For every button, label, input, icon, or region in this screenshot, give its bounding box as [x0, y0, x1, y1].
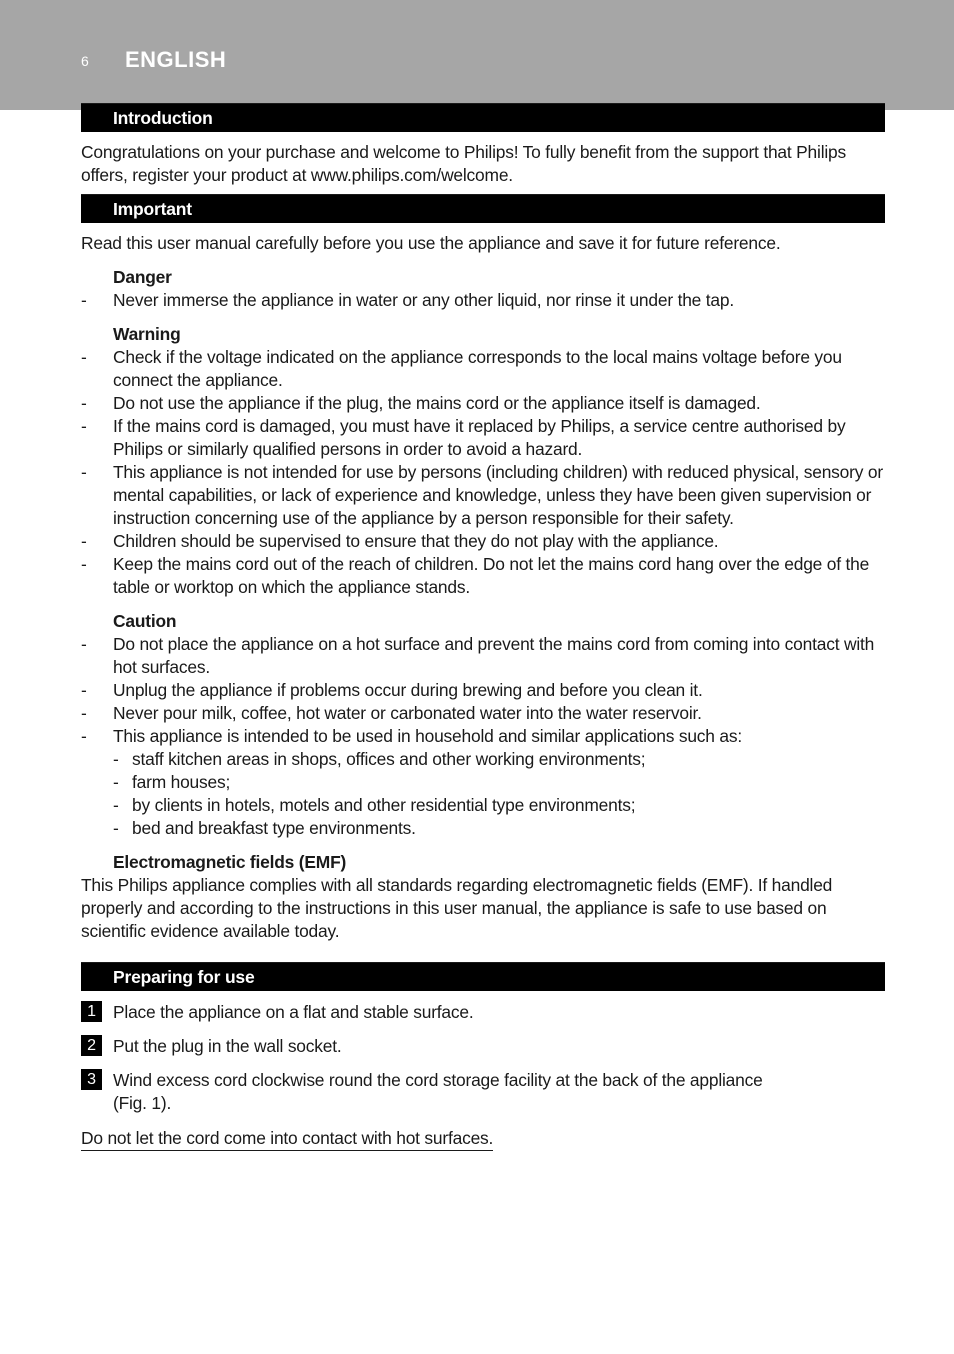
page-number: 6 — [81, 53, 89, 69]
warning-list — [81, 346, 885, 599]
list-item-text: Do not place the appliance on a hot surface and prevent the mains cord from coming into contact with hot surfaces. — [113, 634, 875, 677]
section-heading-introduction: Introduction — [81, 103, 885, 132]
step-number-badge: 3 — [81, 1069, 102, 1090]
dash-bullet: - — [81, 347, 87, 367]
sub-list-item — [113, 794, 885, 817]
step-2 — [81, 1035, 885, 1058]
dash-bullet: - — [81, 703, 87, 723]
list-item-text: This appliance is not intended for use by persons (including children) with reduced physical, sensory or mental capabilities, or lack of experience and knowledge, unless they have been given supervision or instruction concerning use of the appliance by a person responsible for their safety. — [113, 462, 883, 528]
dash-bullet: - — [81, 554, 87, 574]
sub-list-item-text: bed and breakfast type environments. — [132, 818, 416, 838]
list-item — [81, 415, 885, 461]
section-heading-preparing: Preparing for use — [81, 962, 885, 991]
list-item-text: Children should be supervised to ensure that they do not play with the appliance. — [113, 531, 719, 551]
list-item — [81, 633, 885, 679]
section-heading-important: Important — [81, 194, 885, 223]
dash-bullet: - — [113, 795, 119, 815]
dash-bullet: - — [81, 416, 87, 436]
language-heading: ENGLISH — [125, 47, 227, 72]
list-item-text: Never immerse the appliance in water or any other liquid, nor rinse it under the tap. — [113, 290, 734, 310]
list-item — [81, 461, 885, 530]
manual-content — [81, 103, 885, 1151]
sub-list-item-text: staff kitchen areas in shops, offices and other working environments; — [132, 749, 646, 769]
step-number-badge: 1 — [81, 1001, 102, 1022]
list-item — [81, 679, 885, 702]
sub-list-item — [113, 771, 885, 794]
intro-paragraph: Congratulations on your purchase and welcome to Philips! To fully benefit from the support that Philips offers, register your product at www.philips.com/welcome. — [81, 142, 846, 185]
dash-bullet: - — [81, 680, 87, 700]
list-item-text: If the mains cord is damaged, you must have it replaced by Philips, a service centre authorised by Philips or similarly qualified persons in order to avoid a hazard. — [113, 416, 846, 459]
list-item — [81, 702, 885, 725]
step-1 — [81, 1001, 885, 1024]
list-item — [81, 392, 885, 415]
list-item-text: This appliance is intended to be used in household and similar applications such as: — [113, 726, 742, 746]
hot-surface-note: Do not let the cord come into contact with hot surfaces. — [81, 1127, 493, 1151]
sub-list-item — [113, 748, 885, 771]
list-item-text: Check if the voltage indicated on the appliance corresponds to the local mains voltage before you connect the appliance. — [113, 347, 842, 390]
emf-heading: Electromagnetic fields (EMF) — [113, 852, 347, 872]
note-wrapper — [81, 1127, 885, 1151]
dash-bullet: - — [113, 749, 119, 769]
dash-bullet: - — [81, 393, 87, 413]
list-item — [81, 553, 885, 599]
sub-list-item-text: farm houses; — [132, 772, 231, 792]
list-item-text: Keep the mains cord out of the reach of children. Do not let the mains cord hang over the edge of the table or worktop on which the appliance stands. — [113, 554, 870, 597]
step-text: Place the appliance on a flat and stable surface. — [113, 1002, 474, 1022]
dash-bullet: - — [81, 634, 87, 654]
dash-bullet: - — [81, 462, 87, 482]
dash-bullet: - — [81, 726, 87, 746]
dash-bullet: - — [81, 290, 87, 310]
list-item-text: Unplug the appliance if problems occur during brewing and before you clean it. — [113, 680, 703, 700]
dash-bullet: - — [113, 772, 119, 792]
danger-heading: Danger — [113, 267, 172, 287]
warning-heading: Warning — [113, 324, 181, 344]
list-item — [81, 530, 885, 553]
caution-list — [81, 633, 885, 748]
dash-bullet: - — [113, 818, 119, 838]
step-number-badge: 2 — [81, 1035, 102, 1056]
important-paragraph: Read this user manual carefully before you use the appliance and save it for future reference. — [81, 233, 781, 253]
step-text: Put the plug in the wall socket. — [113, 1036, 342, 1056]
emf-paragraph: This Philips appliance complies with all standards regarding electromagnetic fields (EMF). If handled properly and according to the instructions in this user manual, the appliance is safe to use based on scientific evidence available today. — [81, 875, 833, 941]
caution-heading: Caution — [113, 611, 177, 631]
sub-list-item-text: by clients in hotels, motels and other residential type environments; — [132, 795, 636, 815]
list-item-text: Never pour milk, coffee, hot water or carbonated water into the water reservoir. — [113, 703, 702, 723]
list-item-text: Do not use the appliance if the plug, the mains cord or the appliance itself is damaged. — [113, 393, 761, 413]
list-item — [81, 346, 885, 392]
list-item — [81, 725, 885, 748]
step-3 — [81, 1069, 885, 1115]
caution-sublist — [81, 748, 885, 840]
dash-bullet: - — [81, 531, 87, 551]
header-band — [0, 0, 954, 110]
sub-list-item — [113, 817, 885, 840]
list-item — [81, 289, 885, 312]
step-text: Wind excess cord clockwise round the cord storage facility at the back of the appliance (Fig. 1). — [113, 1070, 763, 1113]
danger-list — [81, 289, 885, 312]
